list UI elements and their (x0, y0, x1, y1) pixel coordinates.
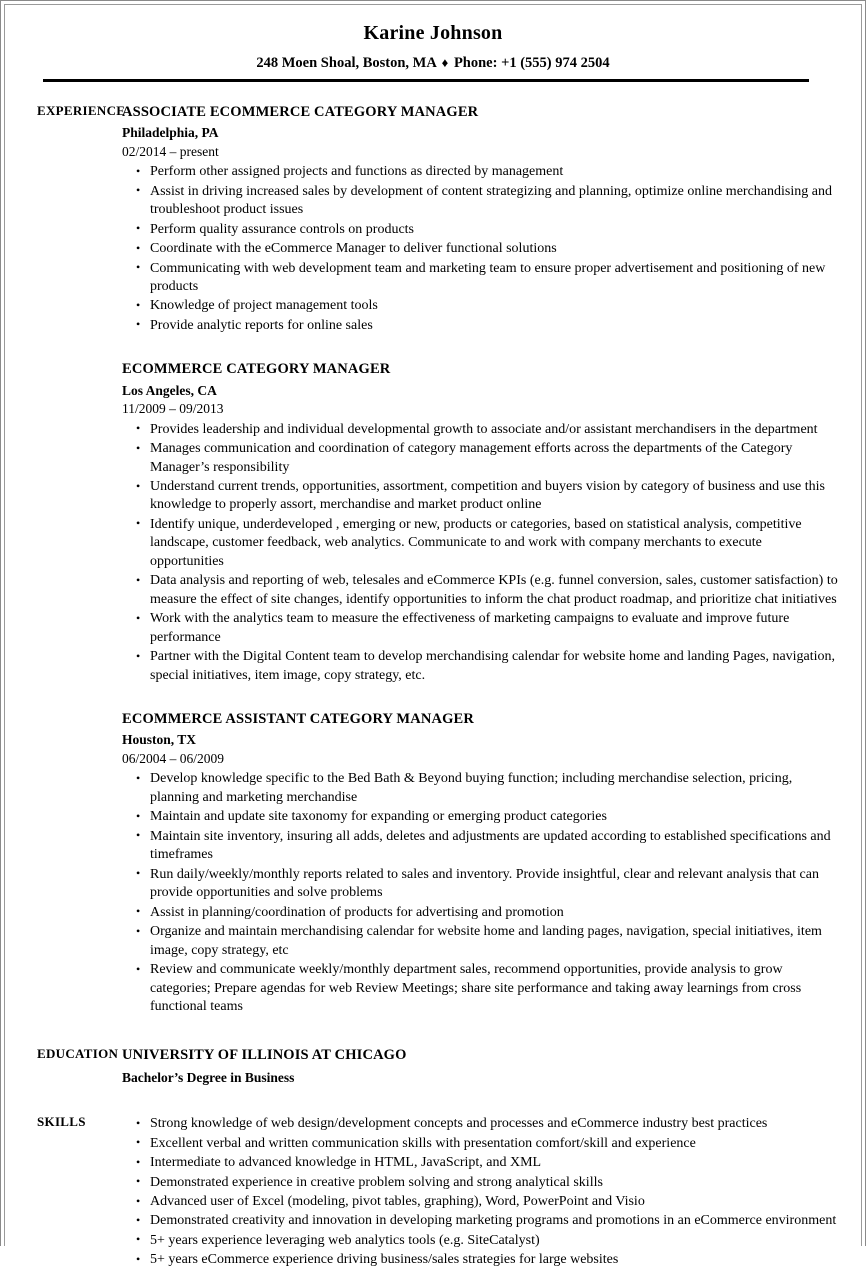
list-item: • Demonstrated creativity and innovation in developing marketing programs and promotions in an eCommerce environment (122, 1212, 839, 1230)
experience-section (1, 103, 865, 1017)
list-item: • Maintain site inventory, insuring all adds, deletes and adjustments are updated according to established specifications and timeframes (122, 828, 839, 865)
list-item: • Excellent verbal and written communication skills with presentation comfort/skill and experience (122, 1135, 839, 1153)
list-item: • Maintain and update site taxonomy for expanding or emerging product categories (122, 808, 839, 826)
list-item: • Partner with the Digital Content team to develop merchandising calendar for website home and landing Pages, navigation, special initiatives, item image, copy strategy, etc. (122, 648, 839, 685)
experience-section-label: EXPERIENCE (37, 102, 126, 118)
skills-section-label: SKILLS (37, 1114, 86, 1130)
education-section (1, 1046, 865, 1086)
education-section-label: EDUCATION (37, 1046, 119, 1062)
skills-section (1, 1114, 865, 1270)
experience-entry (122, 360, 839, 685)
list-item: • Identify unique, underdeveloped , emerging or new, products or categories, based on statistical analysis, competitive landscape, customer feedback, web analytics. Communicate to and work with company merchants to execute opportunities (122, 516, 839, 571)
resume-header (1, 1, 865, 72)
list-item: • Communicating with web development team and marketing team to ensure proper advertisement and positioning of new products (122, 260, 839, 297)
list-item: • Perform other assigned projects and functions as directed by management (122, 163, 839, 181)
education-degree: Bachelor’s Degree in Business (122, 1069, 295, 1085)
experience-entries (122, 103, 865, 1017)
list-item: • Demonstrated experience in creative problem solving and strong analytical skills (122, 1174, 839, 1192)
candidate-name: Karine Johnson (363, 22, 503, 44)
job-dates: 11/2009 – 09/2013 (122, 401, 224, 417)
list-item: • Run daily/weekly/monthly reports related to sales and inventory. Provide insightful, clear and relevant analysis that can provide opportunities and solve problems (122, 866, 839, 903)
job-dates: 06/2004 – 06/2009 (122, 750, 225, 766)
skills-entries (122, 1114, 865, 1270)
job-responsibilities (122, 421, 839, 686)
list-item: • Review and communicate weekly/monthly department sales, recommend opportunities, provide analysis to grow categories; Prepare agendas for web Review Meetings; share site performance and taking away learnings from cross functional teams (122, 961, 839, 1016)
header-divider (43, 79, 809, 82)
job-dates: 02/2014 – present (122, 143, 219, 159)
list-item: • Knowledge of project management tools (122, 297, 839, 315)
experience-entry (122, 710, 839, 1016)
job-responsibilities (122, 163, 839, 335)
list-item: • Provides leadership and individual developmental growth to associate and/or assistant merchandisers in the department (122, 421, 839, 439)
list-item: • Data analysis and reporting of web, telesales and eCommerce KPIs (e.g. funnel conversion, sales, customer satisfaction) to measure the effect of site changes, identify opportunities to inform the chat product roadmap, and prioritize chat initiatives (122, 572, 839, 609)
diamond-separator-icon: ♦ (441, 55, 449, 70)
education-entries (122, 1046, 865, 1086)
list-item: • Advanced user of Excel (modeling, pivot tables, graphing), Word, PowerPoint and Visio (122, 1193, 839, 1211)
list-item: • Intermediate to advanced knowledge in HTML, JavaScript, and XML (122, 1154, 839, 1172)
list-item: • Work with the analytics team to measure the effectiveness of marketing campaigns to evaluate and improve future performance (122, 610, 839, 647)
job-title: ECOMMERCE CATEGORY MANAGER (122, 361, 391, 378)
list-item: • Understand current trends, opportunities, assortment, competition and buyers vision by category of business and use this knowledge to properly assort, merchandise and market product online (122, 478, 839, 515)
job-location: Houston, TX (122, 732, 197, 748)
experience-entry (122, 103, 839, 335)
education-school: UNIVERSITY OF ILLINOIS AT CHICAGO (122, 1047, 407, 1064)
list-item: • Coordinate with the eCommerce Manager to deliver functional solutions (122, 240, 839, 258)
candidate-address: 248 Moen Shoal, Boston, MA (256, 55, 437, 71)
list-item: • Assist in driving increased sales by development of content strategizing and planning, optimize online merchandising and troubleshoot product issues (122, 183, 839, 220)
candidate-contact-line (1, 56, 865, 72)
skills-list (122, 1115, 839, 1270)
list-item: • 5+ years experience leveraging web analytics tools (e.g. SiteCatalyst) (122, 1232, 839, 1250)
job-responsibilities (122, 770, 839, 1016)
list-item: • Perform quality assurance controls on products (122, 221, 839, 239)
candidate-phone: Phone: +1 (555) 974 2504 (453, 55, 610, 71)
job-location: Philadelphia, PA (122, 125, 219, 141)
list-item: • Manages communication and coordination of category management efforts across the departments of the Category Manager’s responsibility (122, 440, 839, 477)
job-location: Los Angeles, CA (122, 382, 217, 398)
list-item: • 5+ years eCommerce experience driving business/sales strategies for large websites (122, 1251, 839, 1269)
list-item: • Develop knowledge specific to the Bed Bath & Beyond buying function; including merchandise selection, pricing, planning and marketing merchandise (122, 770, 839, 807)
list-item: • Assist in planning/coordination of products for advertising and promotion (122, 904, 839, 922)
resume-document (1, 1, 865, 1270)
job-title: ASSOCIATE ECOMMERCE CATEGORY MANAGER (122, 103, 479, 120)
list-item: • Provide analytic reports for online sales (122, 317, 839, 335)
job-title: ECOMMERCE ASSISTANT CATEGORY MANAGER (122, 711, 474, 728)
list-item: • Organize and maintain merchandising calendar for website home and landing pages, navigation, special initiatives, item image, copy strategy, etc (122, 923, 839, 960)
list-item: • Strong knowledge of web design/development concepts and processes and eCommerce industry best practices (122, 1115, 839, 1133)
